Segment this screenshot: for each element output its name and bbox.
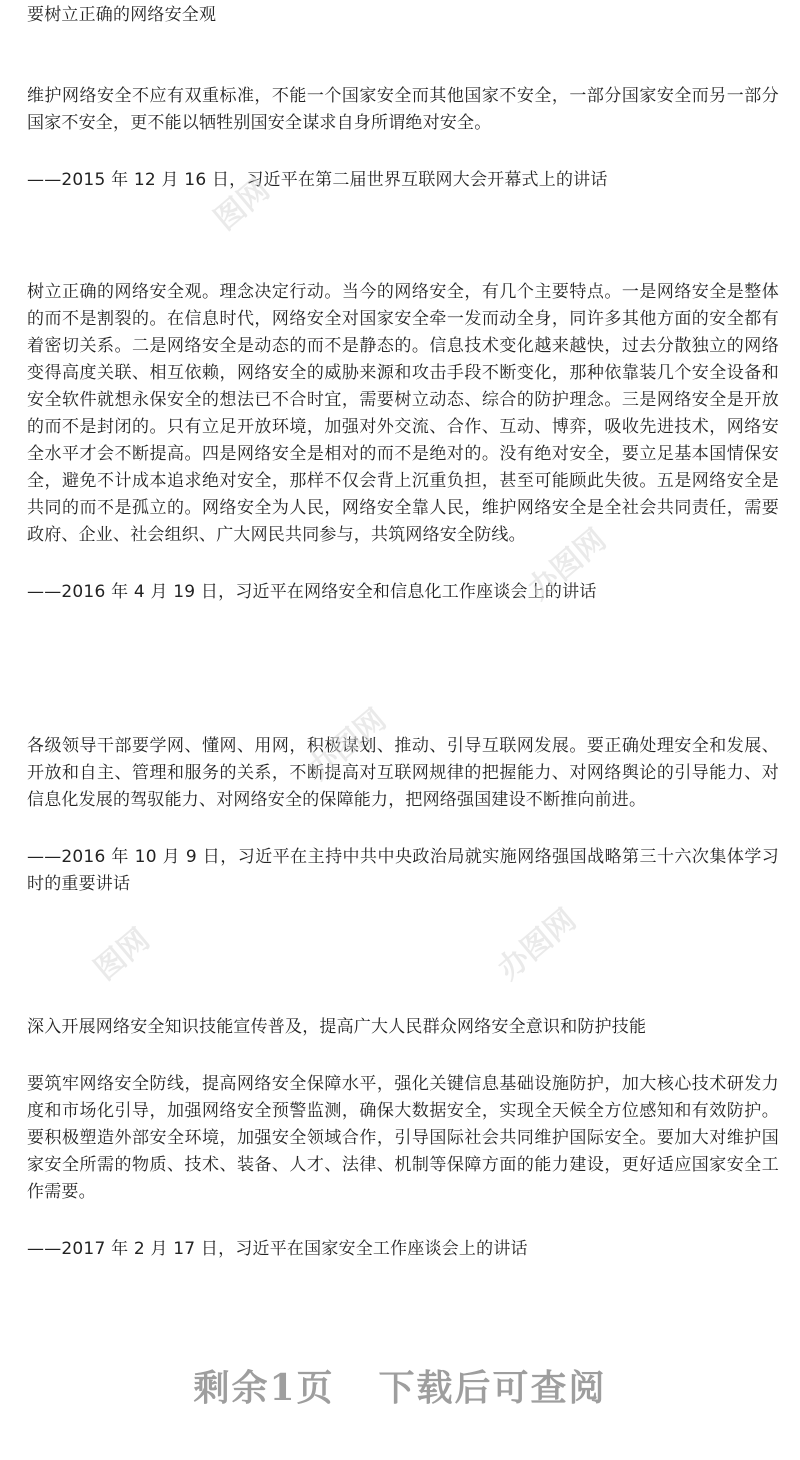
section-3-paragraph: 各级领导干部要学网、懂网、用网，积极谋划、推动、引导互联网发展。要正确处理安全和发展、开放和自主、管理和服务的关系，不断提高对互联网规律的把握能力、对网络舆论的引导能力、对信息化发展的驾驭能力、对网络安全的保障能力，把网络强国建设不断推向前进。	[27, 736, 779, 810]
section-4-source: ——2017 年 2 月 17 日，习近平在国家安全工作座谈会上的讲话	[27, 1239, 528, 1259]
section-4-paragraph: 要筑牢网络安全防线，提高网络安全保障水平，强化关键信息基础设施防护，加大核心技术研发力度和市场化引导，加强网络安全预警监测，确保大数据安全，实现全天候全方位感知和有效防护。要积极塑造外部安全环境，加强安全领域合作，引导国际社会共同维护国际安全。要加大对维护国家安全所需的物质、技术、装备、人才、法律、机制等保障方面的能力建设，更好适应国家安全工作需要。	[27, 1074, 779, 1202]
section-1-source: ——2015 年 12 月 16 日，习近平在第二届世界互联网大会开幕式上的讲话	[27, 170, 608, 190]
document-heading: 要树立正确的网络安全观	[27, 5, 217, 25]
section-3-source: ——2016 年 10 月 9 日，习近平在主持中共中央政治局就实施网络强国战略第三十六次集体学习时的重要讲话	[27, 847, 779, 894]
watermark: 图网	[88, 921, 157, 988]
section-2-source: ——2016 年 4 月 19 日，习近平在网络安全和信息化工作座谈会上的讲话	[27, 582, 597, 602]
remaining-pages-label: 剩余1页	[193, 1367, 335, 1409]
section-2-paragraph: 树立正确的网络安全观。理念决定行动。当今的网络安全，有几个主要特点。一是网络安全是整体的而不是割裂的。在信息时代，网络安全对国家安全牵一发而动全身，同许多其他方面的安全都有着密切关系。二是网络安全是动态的而不是静态的。信息技术变化越来越快，过去分散独立的网络变得高度关联、相互依赖，网络安全的威胁来源和攻击手段不断变化，那种依靠装几个安全设备和安全软件就想永保安全的想法已不合时宜，需要树立动态、综合的防护理念。三是网络安全是开放的而不是封闭的。只有立足开放环境，加强对外交流、合作、互动、博弈，吸收先进技术，网络安全水平才会不断提高。四是网络安全是相对的而不是绝对的。没有绝对安全，要立足基本国情保安全，避免不计成本追求绝对安全，那样不仅会背上沉重负担，甚至可能顾此失彼。五是网络安全是共同的而不是孤立的。网络安全为人民，网络安全靠人民，维护网络安全是全社会共同责任，需要政府、企业、社会组织、广大网民共同参与，共筑网络安全防线。	[27, 282, 779, 545]
watermark: 办图网	[301, 702, 393, 788]
section-3	[27, 733, 779, 898]
section-4	[27, 1014, 779, 1263]
download-prompt[interactable]	[0, 1360, 800, 1411]
watermark: 图网	[208, 171, 277, 238]
watermark: 办图网	[491, 902, 583, 988]
watermark: 办图网	[521, 522, 613, 608]
section-4-title: 深入开展网络安全知识技能宣传普及，提高广大人民群众网络安全意识和防护技能	[27, 1017, 647, 1037]
section-1-paragraph: 维护网络安全不应有双重标准，不能一个国家安全而其他国家不安全，一部分国家安全而另一部分国家不安全，更不能以牺牲别国安全谋求自身所谓绝对安全。	[27, 86, 779, 133]
section-1	[27, 83, 779, 194]
download-to-view-label: 下载后可查阅	[378, 1367, 607, 1409]
section-2	[27, 279, 779, 606]
